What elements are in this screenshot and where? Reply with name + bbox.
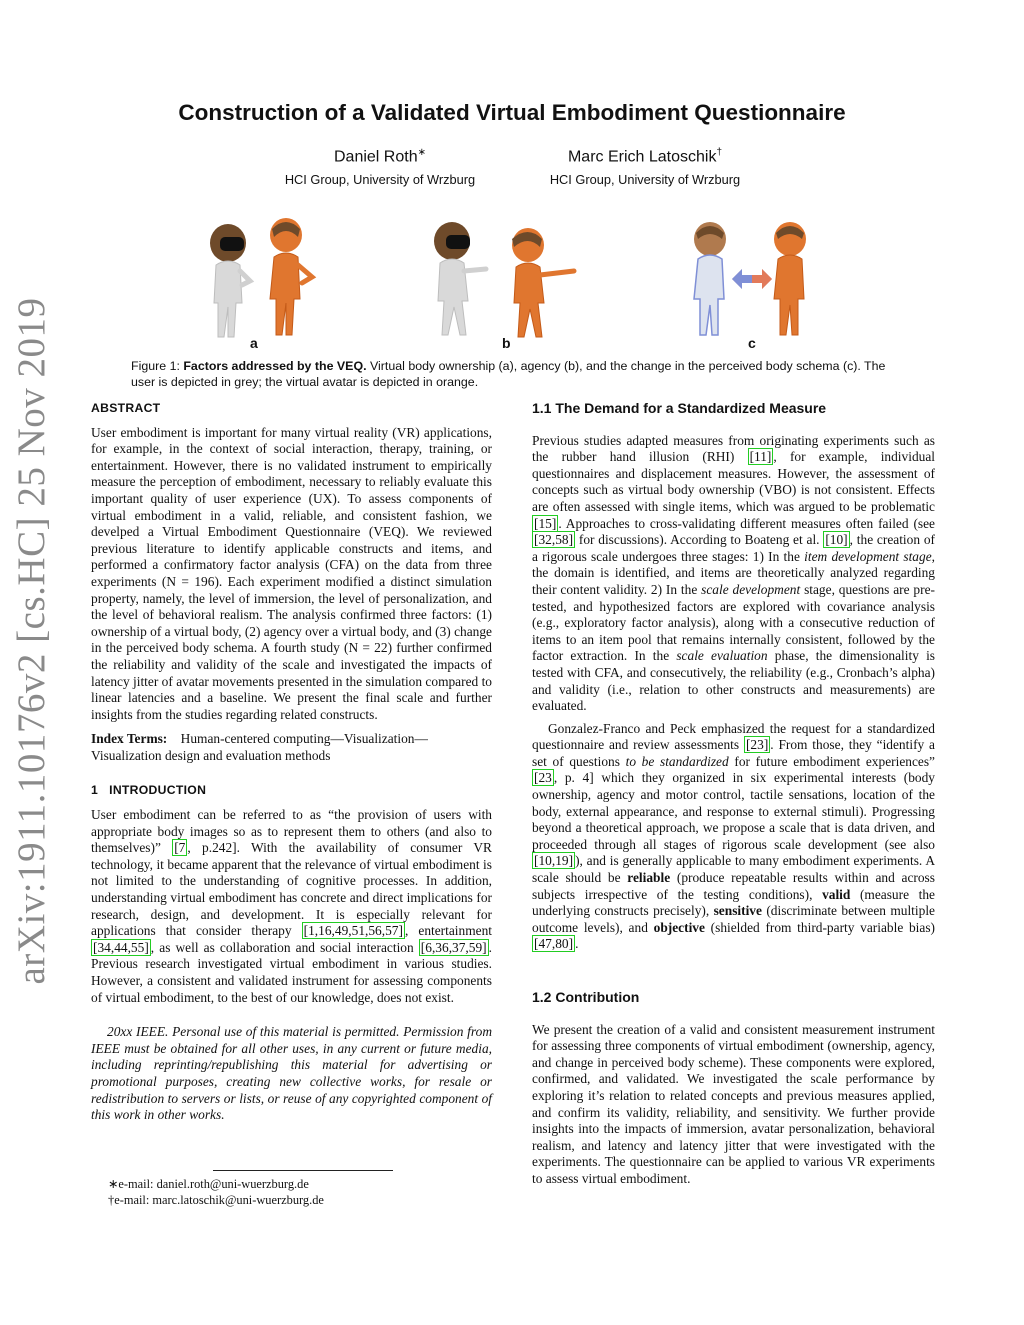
section-1-2-heading: 1.2 Contribution xyxy=(532,989,640,1005)
emphasis: item development stage xyxy=(804,548,932,564)
citation[interactable]: [10] xyxy=(825,532,848,548)
author-2-affiliation: HCI Group, University of Wrzburg xyxy=(549,172,741,188)
bold-term: reliable xyxy=(627,870,671,886)
panel-a-avatar-figure xyxy=(270,218,312,335)
citation[interactable]: [10,19] xyxy=(534,853,574,869)
panel-c-user-figure xyxy=(694,222,726,335)
panel-b-user-figure xyxy=(434,222,486,335)
figure-1-illustration xyxy=(190,215,830,350)
panel-a-user-figure xyxy=(210,224,250,337)
citation[interactable]: [23 xyxy=(534,770,552,786)
intro-run: User embodiment can be referred to as “the provision of users with appropriate body images so as to represent them to others (and also to themselves)” xyxy=(91,807,492,856)
right-column xyxy=(532,400,935,1188)
abstract-text: User embodiment is important for many virtual reality (VR) applications, for example, in the context of social interaction, therapy, training, or entertainment. However, there is no validated instrument to empirically measure the perception of embodiment, necessary to reliably evaluate this important quality of user experience (UX). To assess components of virtual embodiment in a valid, reliable, and consistent fashion, we develped a Virtual Embodiment Questionnaire (VEQ). We reviewed previous literature to identify applicable constructs and items, and performed a confirmatory factor analysis (CFA) on the data from three experiments (N = 196). Each experiment modified a distinct simulation property, namely, the level of immersion, the level of personalization, and the level of behavioral realism. The analysis confirmed three factors: (1) ownership of a virtual body, (2) agency over a virtual body, and (3) change in the perceived body schema. A fourth study (N = 22) further confirmed the reliability and validity of the scale and investigated the impacts of latency jitter of avatar movements presented in the simulation compared to linear latencies and a baseline. We present the final scale and further insights from the studies regarding related constructs. xyxy=(91,424,492,722)
text-run: . Approaches to cross-validating different measures often failed (see xyxy=(558,515,935,531)
section-1-1-paragraph-1 xyxy=(532,433,935,715)
left-column xyxy=(91,400,492,1124)
copyright-notice: 20xx IEEE. Personal use of this material is permitted. Permission from IEEE must be obtained for all other uses, in any current or future media, including reprinting/republishing this material for advertising or promotional purposes, creating new collective works, for resale or redistribution to servers or lists, or reuse of any copyrighted component of this work in other works. xyxy=(91,1024,492,1123)
bold-term: valid xyxy=(822,886,851,902)
section-1-2-text: We present the creation of a valid and consistent measurement instrument for assessing three components of virtual embodiment (ownership, agency, and change in perceived body scheme). These components were explored, confirmed, and validated. We investigated the scale performance by exploring it’s relation to related concepts and previous measures applied, and confirm its validity, reliability, and sensitivity. We further provide insights into the impacts of immersion, avatar personalization, behavioral realism, and latency and latency jitter that were investigated with the experiments. The questionnaire can be applied to various VR experiments to assess virtual embodiment. xyxy=(532,1021,935,1186)
text-run: ), and is generally applicable to many embodiment experiments. A scale should be xyxy=(532,853,935,886)
author-2-name: Marc Erich Latoschik xyxy=(567,148,717,166)
bold-term: objective xyxy=(653,919,705,935)
text-run: stage, questions are pre-tested, and hypothesized factors are explored with covariance analysis (e.g., exploratory factor analysis), along with a consecutive reduction of items to an item pool that remains internally consistent, followed by the factor extraction. In the xyxy=(532,581,935,664)
citation[interactable]: [47,80] xyxy=(534,936,574,952)
panel-c-avatar-figure xyxy=(774,222,806,335)
citation[interactable]: [7 xyxy=(174,840,186,856)
emphasis: scale development xyxy=(701,581,801,597)
paper-title: Construction of a Validated Virtual Embodiment Questionnaire xyxy=(178,100,846,125)
panel-label-a: a xyxy=(250,335,258,351)
caption-label: Figure 1: xyxy=(131,359,180,373)
text-run: . xyxy=(575,936,579,952)
text-run: (shielded from third-party variable bias) xyxy=(710,919,936,935)
footnote-1: ∗e-mail: daniel.roth@uni-wuerzburg.de xyxy=(108,1177,309,1191)
bold-term: sensitive xyxy=(713,903,762,919)
text-run: Previous studies adapted measures from originating experiments such as the rubber hand illusion (RHI) xyxy=(532,432,935,465)
text-run: . From those, they “identify a set of questions xyxy=(532,737,936,769)
citation[interactable]: [11] xyxy=(749,449,772,465)
citation[interactable]: [15] xyxy=(534,515,557,531)
introduction-text xyxy=(91,807,492,1006)
figure-1-caption xyxy=(131,358,901,390)
intro-run: , entertainment xyxy=(404,923,492,939)
text-run: (discriminate between multiple outcome levels), and xyxy=(532,903,935,935)
panel-b-avatar-figure xyxy=(512,228,574,337)
introduction-title: INTRODUCTION xyxy=(109,783,207,798)
author-1-name: Daniel Roth xyxy=(334,148,418,166)
caption-bold: Factors addressed by the VEQ. xyxy=(183,359,367,373)
text-run: phase, the dimensionality is tested with CFA, and consecutively, the reliability (e.g., Cronbach’s alpha) and validity (i.e., relation to other constructs and measurements) are evaluated. xyxy=(532,648,935,714)
text-run: for future embodiment experiences” xyxy=(734,753,935,769)
text-run: , the creation of a rigorous scale undergoes three stages: 1) In the xyxy=(532,532,935,564)
citation[interactable]: [23] xyxy=(745,737,769,753)
panel-c-arrow xyxy=(732,269,772,289)
introduction-number: 1 xyxy=(91,783,99,798)
caption-text: Virtual body ownership (a), agency (b), and the change in the perceived body schema (c). The user is depicted in grey; the virtual avatar is depicted in orange. xyxy=(131,359,886,389)
emphasis: to be standardized xyxy=(625,753,729,769)
text-run: , p. 4] which they organized in six experimental interests (body ownership, agency and motor control, tactile sensations, location of the body, external appearance, and response to external stimuli). Progressing beyond a theoretical approach, we propose a scale that is data driven, and proceeded through all stages of rigorous scale development (see also xyxy=(532,770,935,852)
index-terms xyxy=(91,731,492,764)
emphasis: scale evaluation xyxy=(676,648,768,664)
author-1-affiliation: HCI Group, University of Wrzburg xyxy=(284,172,476,188)
text-run: , for example, individual questionnaires and displacement measures. However, the assessment of concepts such as virtual body ownership (VBO) is not consistent. Effects are often assessed with single items, which was argued to be problematic xyxy=(532,449,935,514)
citation[interactable]: [1,16,49,51,56,57] xyxy=(303,923,403,939)
index-terms-label: Index Terms: xyxy=(91,731,168,747)
panel-label-b: b xyxy=(502,335,511,351)
panel-label-c: c xyxy=(748,335,756,351)
footnote-rule xyxy=(213,1170,393,1171)
section-1-1-paragraph-2 xyxy=(532,721,935,953)
author-1 xyxy=(280,147,480,187)
footnote-2: †e-mail: marc.latoschik@uni-wuerzburg.de xyxy=(108,1193,324,1207)
index-terms-text: Human-centered computing—Visualization—Visualization design and evaluation methods xyxy=(91,731,428,763)
text-run: (produce repeatable results within and across subjects irrespective of the testing conditions), xyxy=(532,870,935,902)
text-run: , the domain is identified, and items are theoretically analyzed regarding their content validity. 2) In the xyxy=(532,548,935,597)
intro-run: . Previous research investigated virtual embodiment in various studies. However, a consistent and validated instrument for assessing components of virtual embodiment, to the best of our knowledge, does not exist. xyxy=(91,939,492,1005)
citation[interactable]: [34,44,55] xyxy=(93,939,149,955)
author-1-mark: ∗ xyxy=(417,147,426,158)
introduction-heading xyxy=(91,782,492,799)
intro-run: , p.242]. With the availability of consumer VR technology, it became apparent that the relevance of virtual embodiment is not limited to the understanding of cognitive processes. In addition, understanding virtual embodiment has concrete and direct implications for research, design, and development. It is especially relevant for applications that consider therapy xyxy=(91,840,492,939)
intro-run: , as well as collaboration and social interaction xyxy=(150,939,414,955)
author-2 xyxy=(540,147,750,187)
citation[interactable]: [32,58] xyxy=(534,532,574,548)
author-2-mark: † xyxy=(716,147,723,158)
section-1-1-heading: 1.1 The Demand for a Standardized Measure xyxy=(532,400,827,416)
text-run: Gonzalez-Franco and Peck emphasized the request for a standardized questionnaire and review assessments xyxy=(532,720,935,753)
abstract-heading: ABSTRACT xyxy=(91,401,161,415)
text-run: for discussions). According to Boateng et al. xyxy=(578,532,820,548)
text-run: (measure the underlying constructs precisely), xyxy=(532,886,935,919)
arxiv-stamp: arXiv:1911.10176v2 [cs.HC] 25 Nov 2019 xyxy=(10,297,53,985)
citation[interactable]: [6,36,37,59] xyxy=(420,939,487,955)
